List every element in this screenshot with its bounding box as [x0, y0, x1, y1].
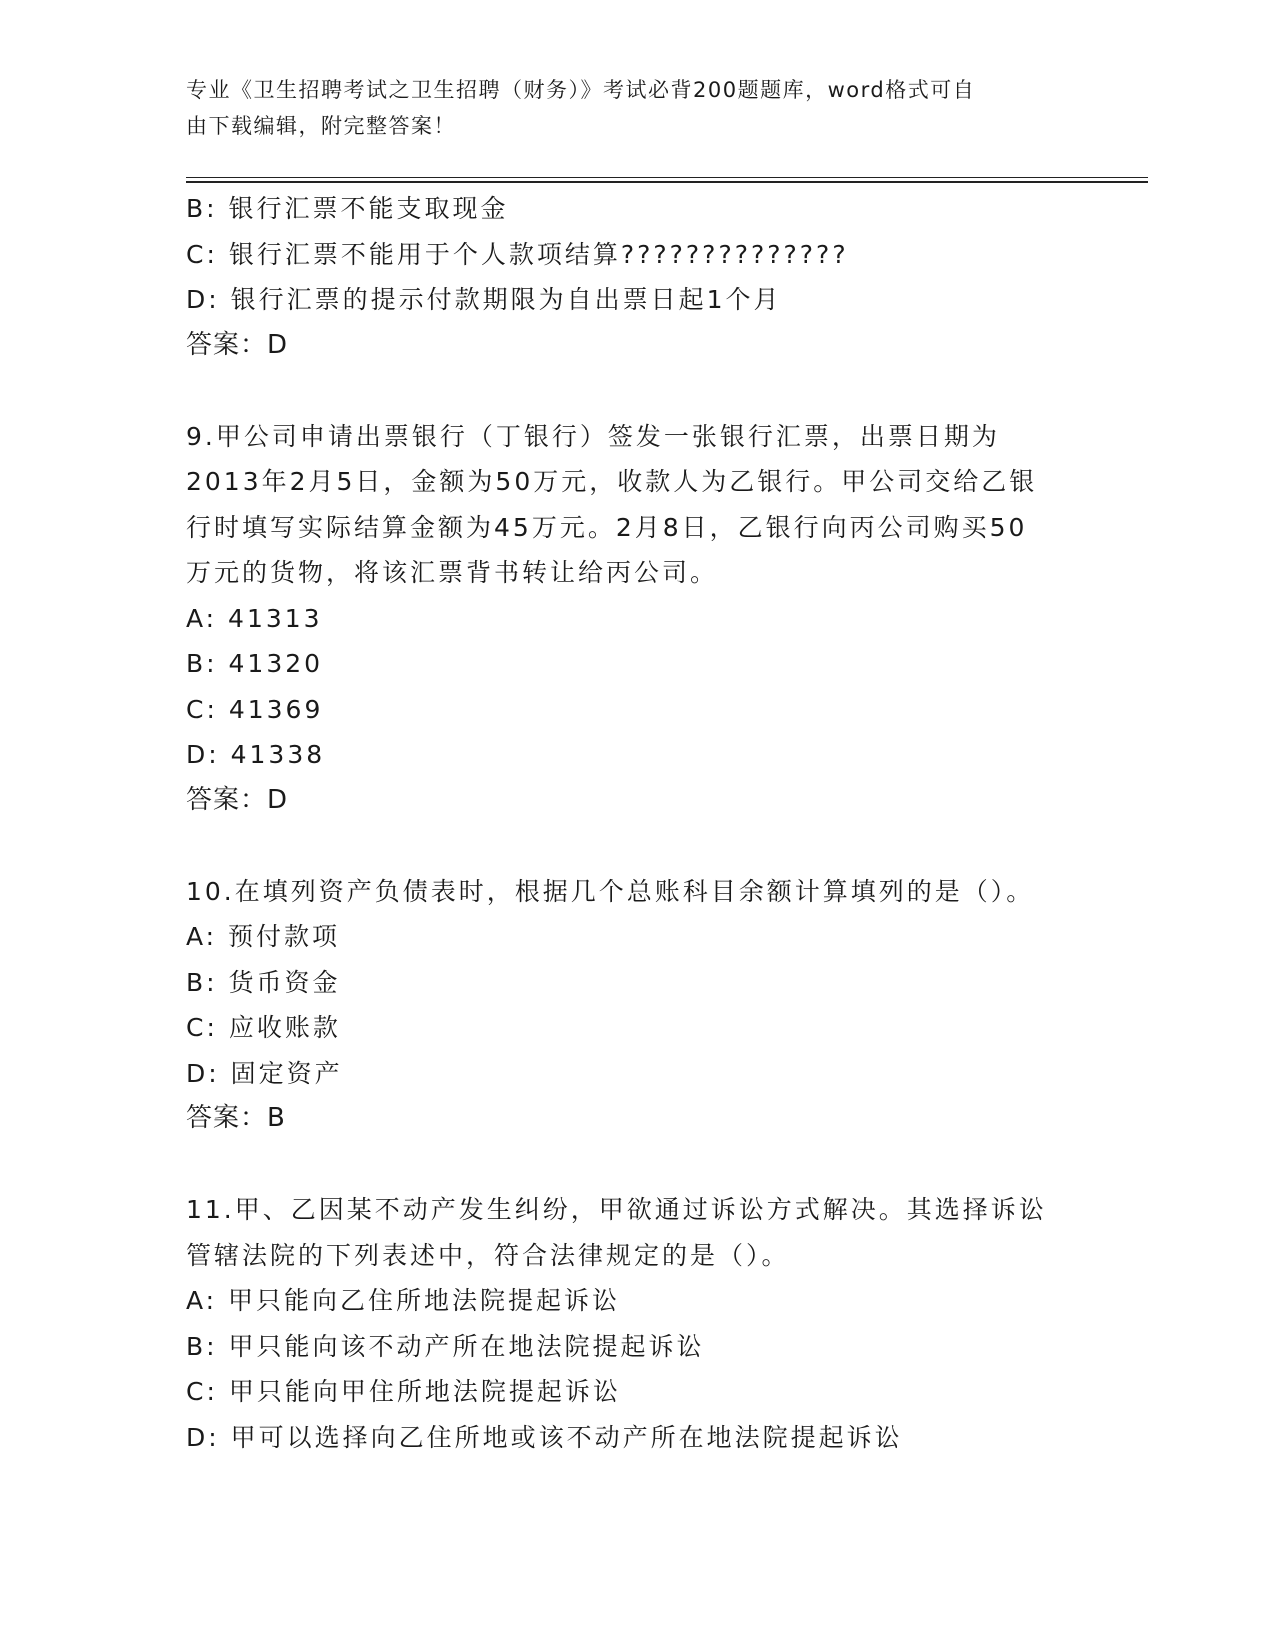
option-b: B: 41320: [186, 649, 324, 678]
option-d: D: 银行汇票的提示付款期限为自出票日起1个月: [186, 285, 782, 314]
spacer: [186, 368, 1086, 414]
header-line-1: 专业《卫生招聘考试之卫生招聘（财务）》考试必背200题题库，word格式可自: [186, 78, 976, 102]
header-divider-bold: [186, 181, 1148, 183]
question-stem: 11.甲、乙因某不动产发生纠纷，甲欲通过诉讼方式解决。其选择诉讼: [186, 1195, 1047, 1224]
document-body: [186, 186, 1086, 1460]
question-10: [186, 869, 1086, 1142]
answer: 答案：B: [186, 1103, 286, 1133]
question-stem: 行时填写实际结算金额为45万元。2月8日，乙银行向丙公司购买50: [186, 512, 1028, 542]
option-c: C: 41369: [186, 694, 324, 724]
option-b: B: 银行汇票不能支取现金: [186, 194, 509, 223]
question-9: [186, 414, 1086, 824]
question-stem: 2013年2月5日，金额为50万元，收款人为乙银行。甲公司交给乙银: [186, 467, 1038, 496]
header-line-2: 由下载编辑，附完整答案！: [186, 114, 456, 138]
spacer: [186, 1142, 1086, 1188]
option-c: C: 应收账款: [186, 1013, 341, 1042]
option-d: D: 甲可以选择向乙住所地或该不动产所在地法院提起诉讼: [186, 1422, 903, 1452]
answer: 答案：D: [186, 329, 289, 360]
question-stem: 管辖法院的下列表述中，符合法律规定的是（）。: [186, 1240, 790, 1270]
spacer: [186, 823, 1086, 869]
question-8-continued: [186, 186, 1086, 368]
question-stem: 万元的货物，将该汇票背书转让给丙公司。: [186, 558, 719, 587]
option-b: B: 甲只能向该不动产所在地法院提起诉讼: [186, 1331, 705, 1361]
question-stem: 9.甲公司申请出票银行（丁银行）签发一张银行汇票，出票日期为: [186, 421, 1000, 451]
question-11: [186, 1187, 1086, 1460]
option-a: A: 甲只能向乙住所地法院提起诉讼: [186, 1286, 621, 1315]
document-header: [186, 72, 1066, 144]
header-divider: [186, 177, 1148, 178]
option-c: C: 甲只能向甲住所地法院提起诉讼: [186, 1377, 621, 1406]
option-d: D: 固定资产: [186, 1058, 343, 1088]
option-b: B: 货币资金: [186, 967, 341, 997]
option-a: A: 41313: [186, 603, 323, 633]
option-a: A: 预付款项: [186, 922, 341, 951]
option-d: D: 41338: [186, 740, 326, 769]
question-stem: 10.在填列资产负债表时，根据几个总账科目余额计算填列的是（）。: [186, 876, 1035, 906]
option-c: C: 银行汇票不能用于个人款项结算??????????????: [186, 239, 849, 269]
answer: 答案：D: [186, 784, 289, 815]
